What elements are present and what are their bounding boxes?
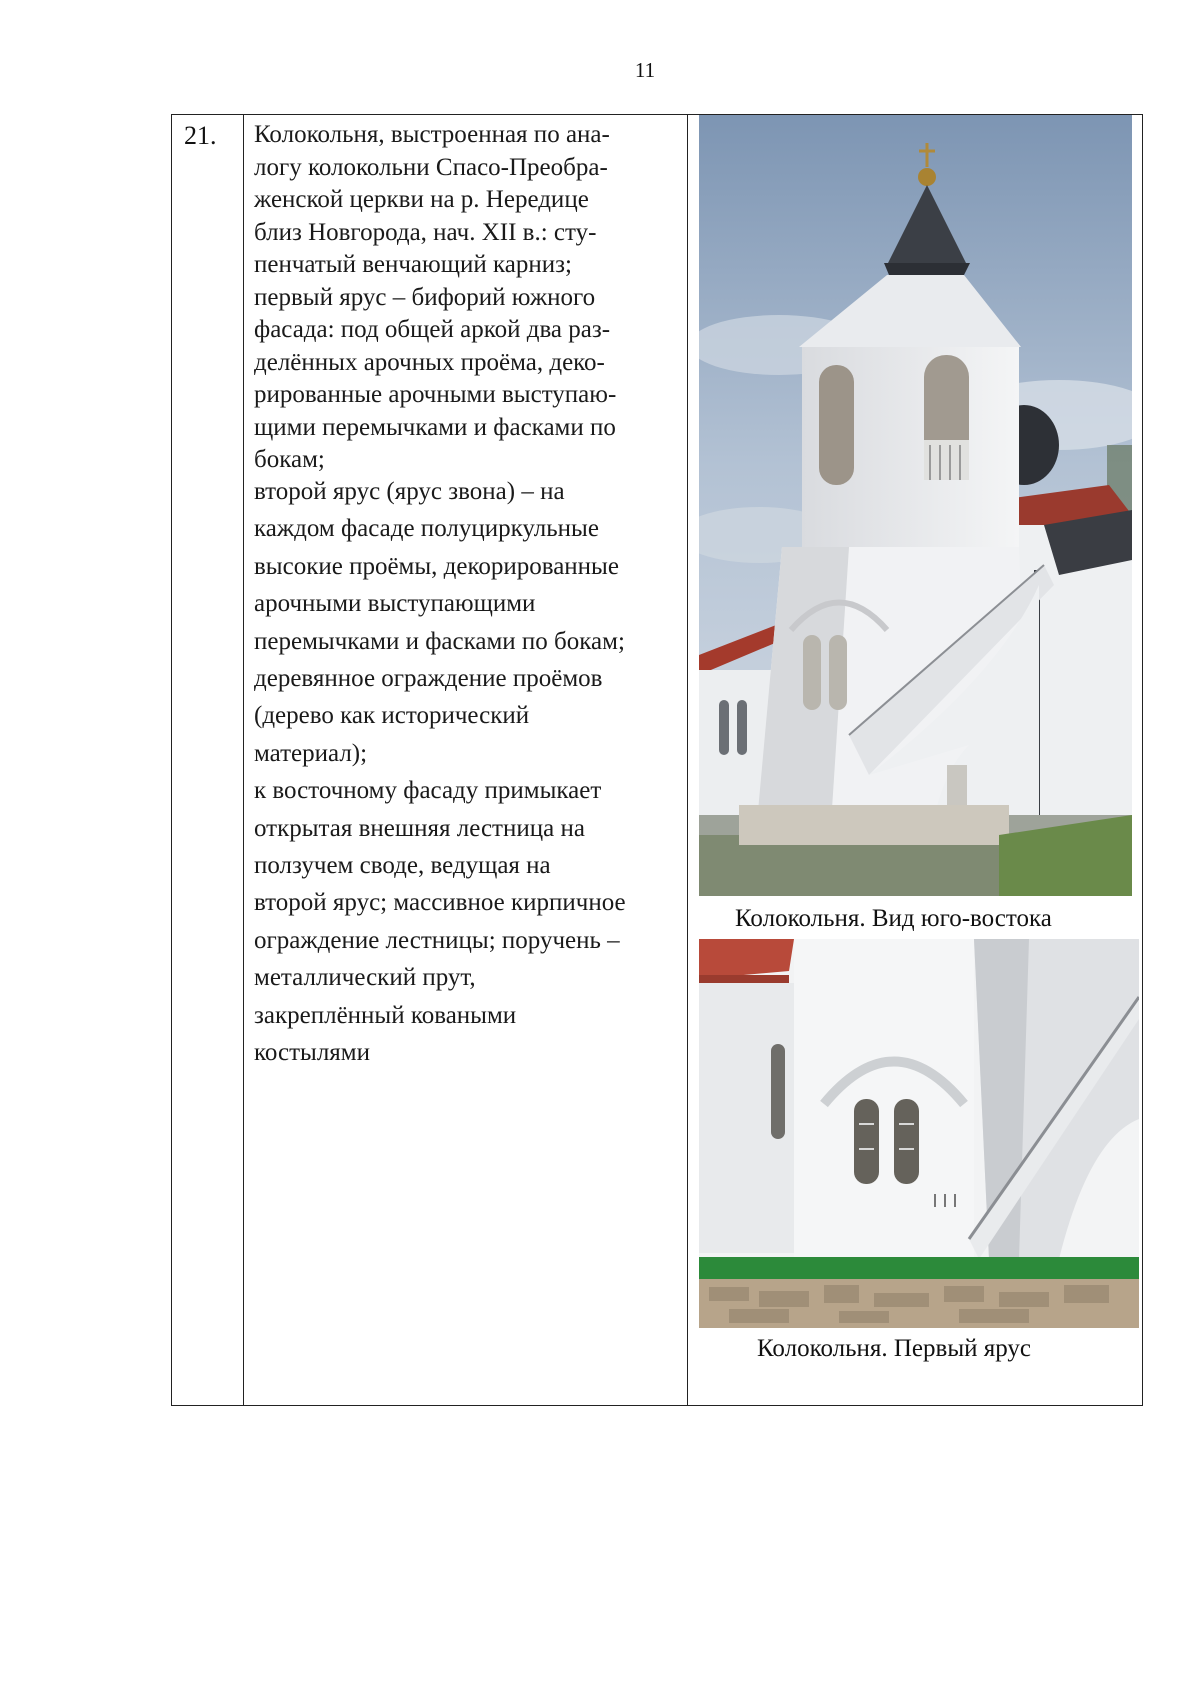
description-line: логу колокольни Спасо-Преобра-: [254, 153, 608, 181]
description-line: второй ярус; массивное кирпичное: [254, 889, 626, 917]
description-line: женской церкви на р. Нередице: [254, 186, 589, 213]
description-line: первый ярус – бифорий южного: [254, 283, 596, 311]
description-line: металлический прут,: [254, 964, 476, 992]
bell-tower-southeast-photo: [699, 115, 1132, 896]
row-number: 21.: [184, 121, 217, 150]
description-line: каждом фасаде полуциркульные: [254, 515, 599, 543]
description-line: ограждение лестницы; поручень –: [254, 926, 620, 954]
description-line: щими перемычками и фасками по: [254, 413, 616, 441]
description-line: бокам;: [254, 446, 325, 473]
photo-caption-first-tier: Колокольня. Первый ярус: [757, 1335, 1032, 1362]
description-line: пенчатый венчающий карниз;: [254, 251, 572, 278]
description-line: арочными выступающими: [254, 590, 536, 618]
column-divider: [243, 115, 244, 1405]
description-line: рированные арочными выступаю-: [254, 381, 617, 408]
description-line: перемычками и фасками по бокам;: [254, 627, 625, 655]
description-text-part-1: [254, 119, 616, 477]
description-line: высокие проёмы, декорированные: [254, 552, 619, 580]
description-line: открытая внешняя лестница на: [254, 814, 585, 842]
description-line: ползучем своде, ведущая на: [254, 852, 551, 880]
description-line: (дерево как исторический: [254, 702, 530, 730]
description-line: закреплённый коваными: [254, 1001, 517, 1029]
photo-caption-southeast: Колокольня. Вид юго-востока: [735, 905, 1052, 932]
description-line: костылями: [254, 1039, 370, 1067]
description-line: близ Новгорода, нач. XII в.: сту-: [254, 218, 597, 246]
monument-table: [171, 114, 1143, 1406]
bell-tower-first-tier-photo: [699, 939, 1139, 1328]
column-divider: [687, 115, 688, 1405]
description-line: деревянное ограждение проёмов: [254, 665, 603, 693]
description-text-part-2: [254, 473, 626, 1072]
description-line: фасада: под общей аркой два раз-: [254, 316, 611, 343]
description-line: делённых арочных проёма, деко-: [254, 348, 605, 376]
description-line: второй ярус (ярус звона) – на: [254, 478, 565, 505]
description-line: материал);: [254, 739, 368, 767]
description-line: к восточному фасаду примыкает: [254, 777, 602, 805]
description-line: Колокольня, выстроенная по ана-: [254, 121, 610, 148]
page-number: 11: [634, 58, 656, 82]
